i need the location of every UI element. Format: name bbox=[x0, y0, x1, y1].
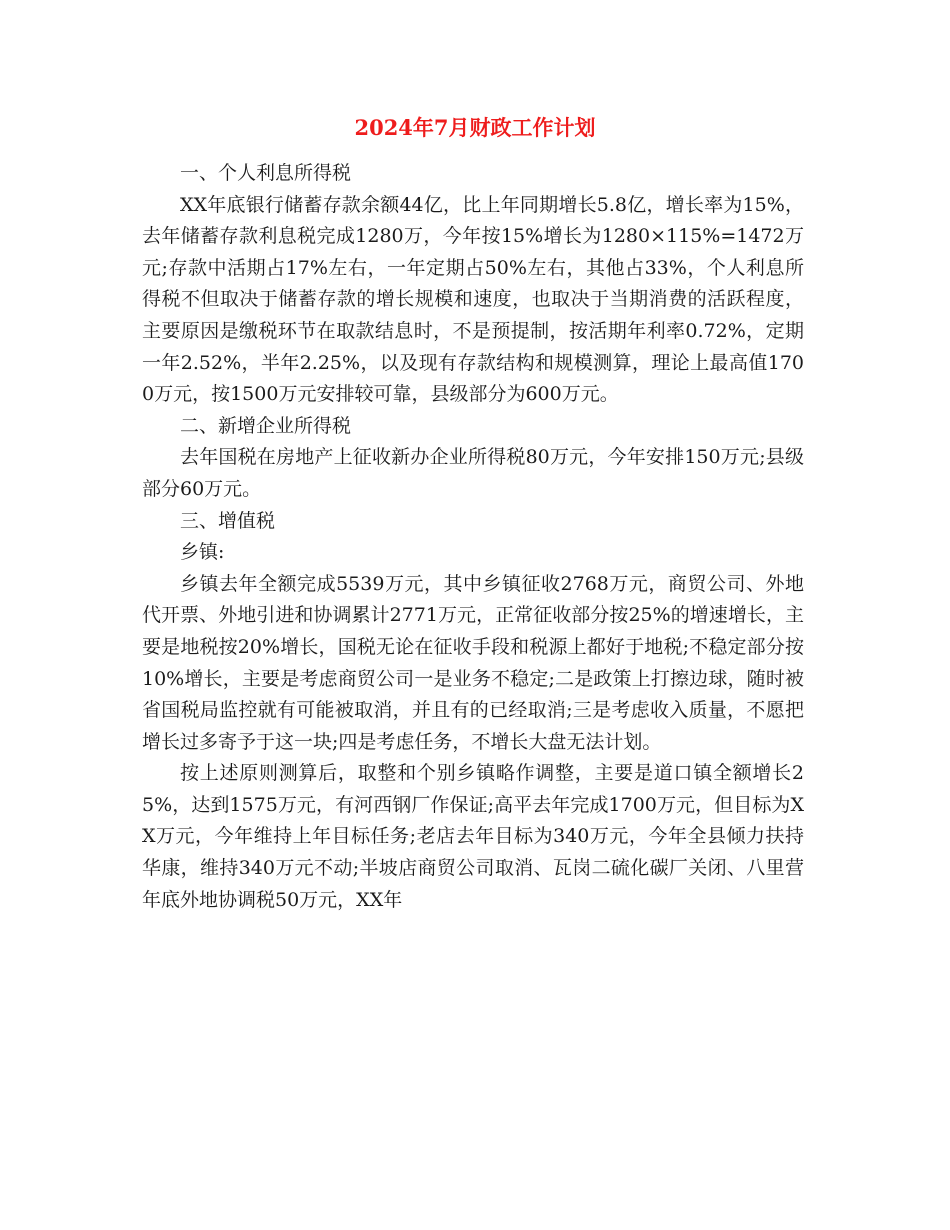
document-title: 2024年7月财政工作计划 bbox=[354, 115, 596, 140]
section-heading-interest-tax: 一、个人利息所得税 bbox=[180, 162, 352, 184]
document-body bbox=[142, 158, 804, 916]
paragraph-township-vat: 乡镇去年全额完成5539万元，其中乡镇征收2768万元，商贸公司、外地代开票、外地引进和协调累计2771万元，正常征收部分按25%的增速增长，主要是地税按20%增长，国税无论在征收手段和税源上都好于地税;不稳定部分按10%增长，主要是考虑商贸公司一是业务不稳定;二是政策上打擦边球，随时被省国税局监控就有可能被取消，并且有的已经取消;三是考虑收入质量，不愿把增长过多寄予于这一块;四是考虑任务，不增长大盘无法计划。 bbox=[142, 572, 804, 753]
subheading-township: 乡镇: bbox=[180, 541, 225, 564]
section-heading-vat: 三、增值税 bbox=[180, 509, 276, 532]
section-heading-enterprise-tax: 二、新增企业所得税 bbox=[180, 414, 352, 437]
paragraph-adjustment: 按上述原则测算后，取整和个别乡镇略作调整，主要是道口镇全额增长25%，达到1575万元，有河西钢厂作保证;高平去年完成1700万元，但目标为XX万元，今年维持上年目标任务;老店去年目标为340万元，今年全县倾力扶持华康，维持340万元不动;半坡店商贸公司取消、瓦岗二硫化碳厂关闭、八里营年底外地协调税50万元，XX年 bbox=[142, 762, 804, 911]
paragraph-interest-tax: XX年底银行储蓄存款余额44亿，比上年同期增长5.8亿，增长率为15%，去年储蓄存款利息税完成1280万，今年按15%增长为1280×115%=1472万元;存款中活期占17%左右，一年定期占50%左右，其他占33%，个人利息所得税不但取决于储蓄存款的增长规模和速度，也取决于当期消费的活跃程度，主要原因是缴税环节在取款结息时，不是预提制，按活期年利率0.72%，定期一年2.52%，半年2.25%，以及现有存款结构和规模测算，理论上最高值1700万元，按1500万元安排较可靠，县级部分为600万元。 bbox=[142, 193, 804, 406]
paragraph-enterprise-tax: 去年国税在房地产上征收新办企业所得税80万元，今年安排150万元;县级部分60万元。 bbox=[142, 446, 804, 500]
